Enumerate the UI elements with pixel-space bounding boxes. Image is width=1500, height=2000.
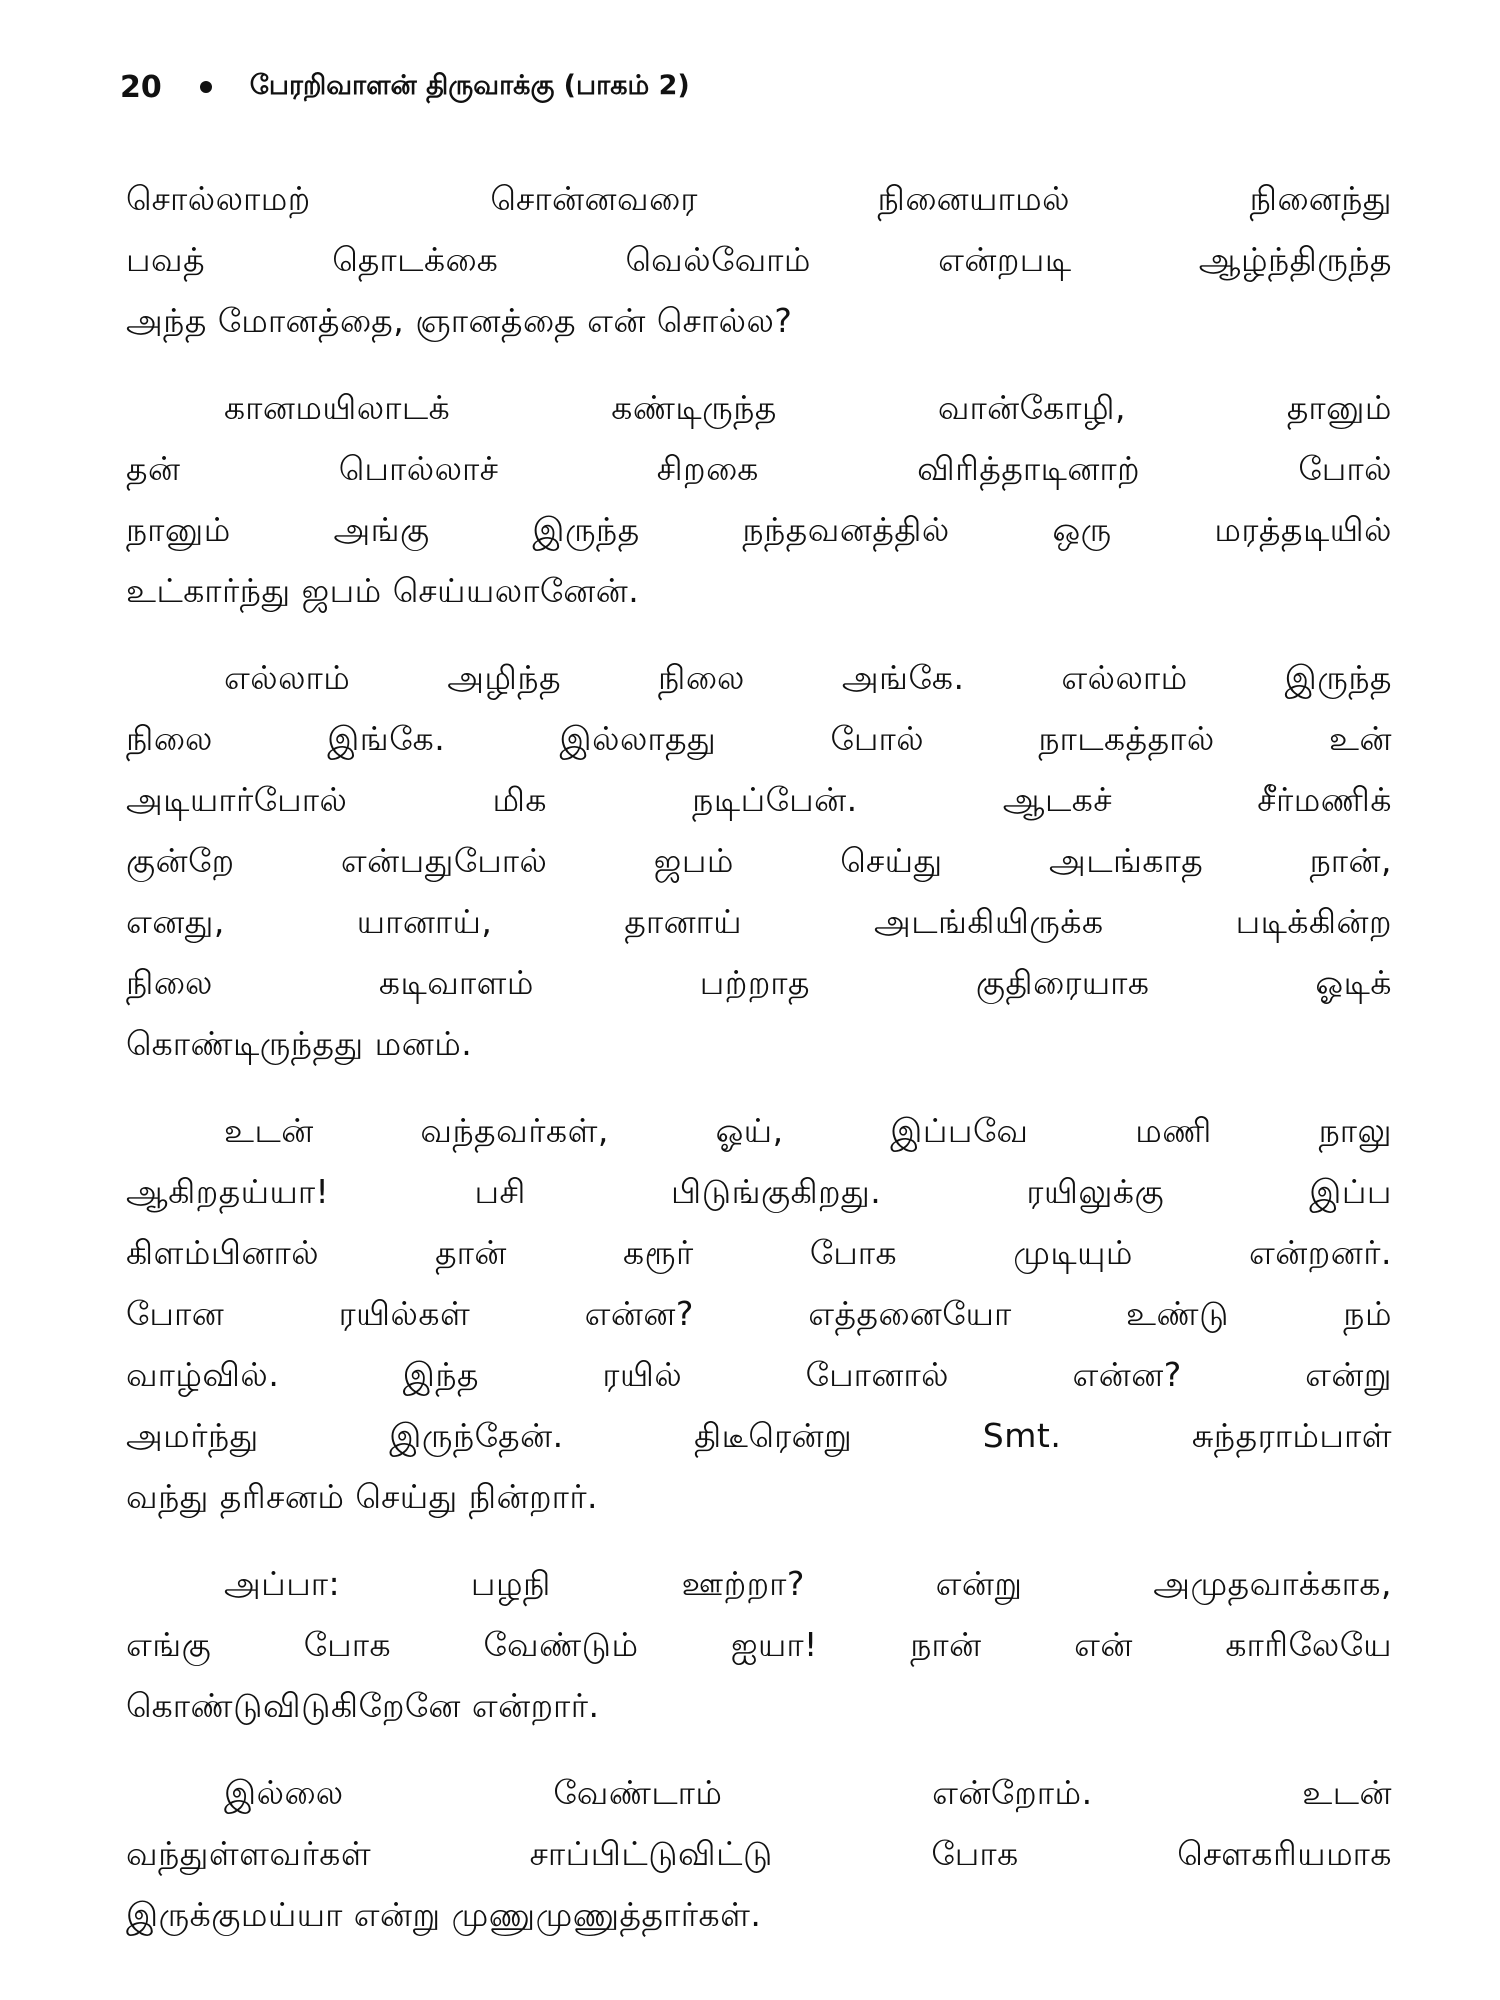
text-line: அடியார்போல் மிக நடிப்பேன். ஆடகச் சீர்மணிக் (126, 780, 1392, 819)
text-line: எங்கு போக வேண்டும் ஐயா! நான் என் காரிலேயே (126, 1625, 1392, 1664)
paragraph-6 (126, 1762, 1392, 1945)
paragraph-4 (126, 1100, 1392, 1527)
body-text (126, 168, 1392, 1971)
book-title: பேரறிவாளன் திருவாக்கு (பாகம் 2) (249, 69, 690, 101)
text-line: குன்றே என்பதுபோல் ஜபம் செய்து அடங்காத நான், (126, 841, 1392, 880)
text-line: வாழ்வில். இந்த ரயில் போனால் என்ன? என்று (126, 1355, 1392, 1394)
text-line: கானமயிலாடக் கண்டிருந்த வான்கோழி, தானும் (224, 388, 1392, 427)
text-line: கொண்டிருந்தது மனம். (126, 1024, 473, 1063)
text-line: கிளம்பினால் தான் கரூர் போக முடியும் என்றனர். (126, 1233, 1392, 1272)
text-line: அந்த மோனத்தை, ஞானத்தை என் சொல்ல? (126, 301, 793, 340)
paragraph-1 (126, 168, 1392, 351)
text-line: கொண்டுவிடுகிறேனே என்றார். (126, 1686, 600, 1725)
text-line: பவத் தொடக்கை வெல்வோம் என்றபடி ஆழ்ந்திருந்த (126, 240, 1392, 279)
paragraph-3 (126, 647, 1392, 1074)
text-line: உட்கார்ந்து ஜபம் செய்யலானேன். (126, 571, 640, 610)
text-line: ஆகிறதய்யா! பசி பிடுங்குகிறது. ரயிலுக்கு இப்ப (126, 1172, 1392, 1211)
text-line: உடன் வந்தவர்கள், ஓய், இப்பவே மணி நாலு (224, 1111, 1392, 1150)
text-line: நிலை கடிவாளம் பற்றாத குதிரையாக ஓடிக் (126, 963, 1392, 1002)
text-line: தன் பொல்லாச் சிறகை விரித்தாடினாற் போல் (126, 449, 1392, 488)
text-line: வந்து தரிசனம் செய்து நின்றார். (126, 1477, 599, 1516)
text-line: எல்லாம் அழிந்த நிலை அங்கே. எல்லாம் இருந்த (224, 658, 1392, 697)
bullet-separator (200, 81, 212, 93)
text-line: நானும் அங்கு இருந்த நந்தவனத்தில் ஒரு மரத்தடியில் (126, 510, 1392, 549)
paragraph-5 (126, 1553, 1392, 1736)
text-line: நிலை இங்கே. இல்லாதது போல் நாடகத்தால் உன் (126, 719, 1392, 758)
text-line: சொல்லாமற் சொன்னவரை நினையாமல் நினைந்து (126, 179, 1392, 218)
text-line: அப்பா: பழநி ஊற்றா? என்று அமுதவாக்காக, (224, 1564, 1392, 1603)
text-line: அமர்ந்து இருந்தேன். திடீரென்று Smt. சுந்தராம்பாள் (126, 1416, 1392, 1455)
page-number: 20 (120, 69, 162, 105)
page-header (120, 62, 1380, 112)
text-line: இல்லை வேண்டாம் என்றோம். உடன் (224, 1773, 1392, 1812)
text-line: எனது, யானாய், தானாய் அடங்கியிருக்க படிக்கின்ற (126, 902, 1392, 941)
text-line: வந்துள்ளவர்கள் சாப்பிட்டுவிட்டு போக சௌகரியமாக (126, 1834, 1392, 1873)
paragraph-2 (126, 377, 1392, 621)
text-line: போன ரயில்கள் என்ன? எத்தனையோ உண்டு நம் (126, 1294, 1392, 1333)
text-line: இருக்குமய்யா என்று முணுமுணுத்தார்கள். (126, 1895, 762, 1934)
